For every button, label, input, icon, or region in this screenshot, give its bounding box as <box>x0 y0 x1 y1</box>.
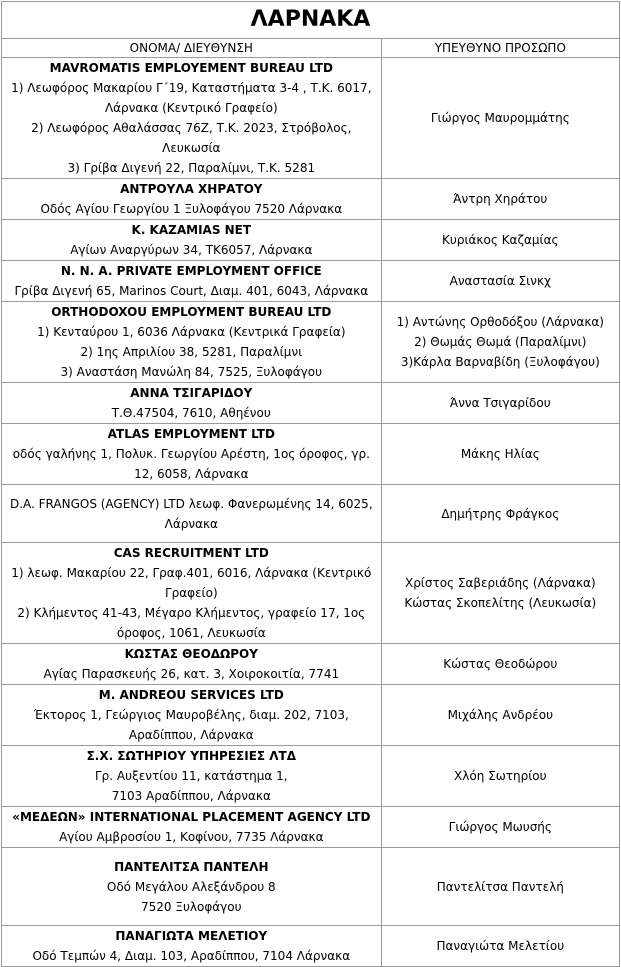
contact-person: Χλόη Σωτηρίου <box>454 769 547 783</box>
contact-person: Παντελίτσα Παντελή <box>436 879 564 894</box>
address-line: όροφος, 1061, Λευκωσία <box>116 626 266 640</box>
contact-cell <box>381 543 619 644</box>
address-line: Αγίας Παρασκευής 26, κατ. 3, Χοιροκοιτία, 7741 <box>43 667 340 681</box>
table-row <box>2 302 620 383</box>
address-line: Τ.Θ.47504, 7610, Αθηένου <box>111 406 271 420</box>
agency-name: M. ANDREOU SERVICES LTD <box>98 688 284 702</box>
agency-name: ΠΑΝΑΓΙΩΤΑ ΜΕΛΕΤΙΟΥ <box>115 929 268 943</box>
address-line: 1) λεωφ. Μακαρίου 22, Γραφ.401, 6016, Λάρνακα (Κεντρικό <box>11 566 372 580</box>
agencies-table <box>1 1 620 967</box>
address-line: Λάρνακα <box>164 516 218 531</box>
contact-cell <box>381 302 619 383</box>
address-line: Γρ. Αυξεντίου 11, κατάστημα 1, <box>94 769 288 783</box>
address-line: οδός γαλήνης 1, Πολυκ. Γεωργίου Αρέστη, 1ος όροφος, γρ. <box>12 447 370 461</box>
agency-name: ORTHODOXOU EMPLOYMENT BUREAU LTD <box>51 305 332 319</box>
contact-person: Κυριάκος Καζαμίας <box>442 233 559 247</box>
address-line: 3) Αναστάση Μανώλη 84, 7525, Ξυλοφάγου <box>60 365 323 379</box>
name-address-cell <box>2 485 382 543</box>
contact-cell <box>381 383 619 424</box>
address-line: Αγίων Αναργύρων 34, ΤΚ6057, Λάρνακα <box>70 243 313 257</box>
address-line: D.A. FRANGOS (AGENCY) LTD λεωφ. Φανερωμένης 14, 6025, <box>9 496 373 511</box>
table-row <box>2 807 620 848</box>
address-line: 1) Λεωφόρος Μακαρίου Γ΄19, Καταστήματα 3-4 , Τ.Κ. 6017, <box>11 81 372 95</box>
contact-person: 1) Αντώνης Ορθοδόξου (Λάρνακα) <box>396 315 604 329</box>
address-line: 2) 1ης Απριλίου 38, 5281, Παραλίμνι <box>80 345 303 359</box>
name-address-cell <box>2 220 382 261</box>
address-line: Γρίβα Διγενή 65, Marinos Court, Διαμ. 401, 6043, Λάρνακα <box>14 284 369 298</box>
contact-cell <box>381 644 619 685</box>
address-line: Γραφείο) <box>164 586 218 600</box>
agency-name: MAVROMATIS EMPLOYEMENT BUREAU LTD <box>49 61 333 75</box>
name-address-cell <box>2 746 382 807</box>
contact-person: 2) Θωμάς Θωμά (Παραλίμνι) <box>414 335 587 349</box>
agency-name: ΚΩΣΤΑΣ ΘΕΟΔΩΡΟΥ <box>124 647 258 661</box>
contact-person: Αναστασία Σινκχ <box>449 274 551 288</box>
contact-person: Γιώργος Μαυρομμάτης <box>430 111 570 125</box>
address-line: Οδό Τεμπών 4, Διαμ. 103, Αραδίππου, 7104 Λάρνακα <box>32 949 351 963</box>
name-address-cell <box>2 807 382 848</box>
table-row <box>2 58 620 179</box>
address-line: 7520 Ξυλοφάγου <box>141 899 242 914</box>
address-line: Αγίου Αμβροσίου 1, Κοφίνου, 7735 Λάρνακα <box>59 830 324 844</box>
contact-cell <box>381 926 619 967</box>
contact-cell <box>381 685 619 746</box>
contact-person: Δημήτρης Φράγκος <box>441 506 560 521</box>
contact-person: Χρίστος Σαβεριάδης (Λάρνακα) <box>404 576 596 590</box>
table-row <box>2 644 620 685</box>
contact-cell <box>381 746 619 807</box>
name-address-cell <box>2 58 382 179</box>
table-row <box>2 261 620 302</box>
contact-cell <box>381 261 619 302</box>
contact-person: Άννα Τσιγαρίδου <box>449 396 551 410</box>
contact-person: Άντρη Χηράτου <box>453 192 548 206</box>
name-address-cell <box>2 685 382 746</box>
address-line: 2) Λεωφόρος Αθαλάσσας 76Ζ, Τ.Κ. 2023, Στρόβολος, <box>31 121 352 135</box>
contact-person: Κώστας Σκοπελίτης (Λευκωσία) <box>404 596 597 610</box>
agency-name: Σ.Χ. ΣΩΤΗΡΙΟΥ ΥΠΗΡΕΣΙΕΣ ΛΤΔ <box>86 749 297 763</box>
agency-name: N. N. A. PRIVATE EMPLOYMENT OFFICE <box>60 264 322 278</box>
table-row <box>2 543 620 644</box>
address-line: Έκτορος 1, Γεώργιος Μαυροβέλης, διαμ. 202, 7103, <box>33 708 349 722</box>
address-line: 2) Κλήμεντος 41-43, Μέγαρο Κλήμεντος, γραφείο 17, 1ος <box>17 606 366 620</box>
contact-cell <box>381 179 619 220</box>
name-address-cell <box>2 543 382 644</box>
contact-cell <box>381 220 619 261</box>
address-line: 1) Κενταύρου 1, 6036 Λάρνακα (Κεντρικά Γραφεία) <box>37 325 346 339</box>
name-address-cell <box>2 424 382 485</box>
table-row <box>2 220 620 261</box>
column-header-contact: ΥΠΕΥΘΥΝΟ ΠΡΟΣΩΠΟ <box>381 39 619 58</box>
contact-person: 3)Κάρλα Βαρναβίδη (Ξυλοφάγου) <box>400 355 600 369</box>
address-line: Οδός Αγίου Γεωργίου 1 Ξυλοφάγου 7520 Λάρνακα <box>40 202 343 216</box>
page-title: ΛΑΡΝΑΚΑ <box>2 2 620 39</box>
table-row <box>2 179 620 220</box>
address-line: Αραδίππου, Λάρνακα <box>128 728 254 742</box>
contact-person: Παναγιώτα Μελετίου <box>436 939 565 953</box>
agency-name: ΠΑΝΤΕΛΙΤΣΑ ΠΑΝΤΕΛΗ <box>114 859 269 874</box>
address-line: 12, 6058, Λάρνακα <box>134 467 249 481</box>
agency-name: Κ. KAZAMIAS NET <box>131 223 252 237</box>
address-line: 7103 Αραδίππου, Λάρνακα <box>111 789 271 803</box>
agency-name: «ΜΕΔΕΩΝ» INTERNATIONAL PLACEMENT AGENCY LTD <box>12 810 371 824</box>
table-row <box>2 685 620 746</box>
table-row <box>2 926 620 967</box>
agency-name: ATLAS EMPLOYMENT LTD <box>107 427 275 441</box>
contact-person: Γιώργος Μωυσής <box>448 820 552 834</box>
contact-cell <box>381 807 619 848</box>
address-line: Λευκωσία <box>162 141 221 155</box>
table-row <box>2 383 620 424</box>
name-address-cell <box>2 179 382 220</box>
contact-person: Μιχάλης Ανδρέου <box>447 708 554 722</box>
contact-cell <box>381 485 619 543</box>
table-row <box>2 848 620 926</box>
contact-cell <box>381 58 619 179</box>
agency-name: ΑΝΝΑ ΤΣΙΓΑΡΙΔΟΥ <box>130 386 253 400</box>
name-address-cell <box>2 644 382 685</box>
agency-name: CAS RECRUITMENT LTD <box>113 546 269 560</box>
contact-cell <box>381 848 619 926</box>
contact-person: Μάκης Ηλίας <box>460 447 540 461</box>
address-line: Λάρνακα (Κεντρικό Γραφείο) <box>104 101 278 115</box>
name-address-cell <box>2 383 382 424</box>
table-row <box>2 485 620 543</box>
name-address-cell <box>2 926 382 967</box>
table-row <box>2 424 620 485</box>
address-line: Οδό Μεγάλου Αλεξάνδρου 8 <box>106 879 276 894</box>
column-header-name-address: ΟΝΟΜΑ/ ΔΙΕΥΘΥΝΣΗ <box>2 39 382 58</box>
contact-person: Κώστας Θεοδώρου <box>443 657 558 671</box>
table-row <box>2 746 620 807</box>
name-address-cell <box>2 848 382 926</box>
address-line: 3) Γρίβα Διγενή 22, Παραλίμνι, Τ.Κ. 5281 <box>67 161 316 175</box>
contact-cell <box>381 424 619 485</box>
name-address-cell <box>2 302 382 383</box>
agency-name: ΑΝΤΡΟΥΛΑ ΧΗΡΑΤΟΥ <box>120 182 263 196</box>
name-address-cell <box>2 261 382 302</box>
